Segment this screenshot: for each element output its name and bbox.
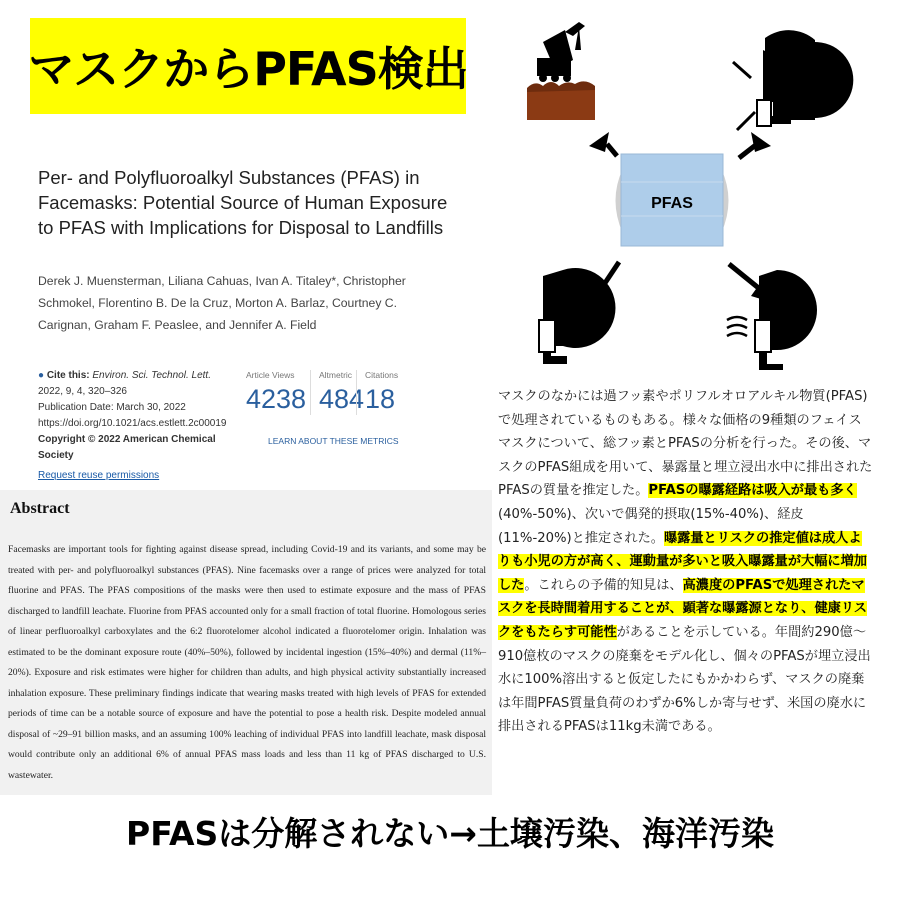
summary-text: (40%-50%)、次いで偶発的摂取(15%-40%)、経皮(11%-20%)と推定された。 bbox=[498, 506, 804, 546]
facemask-illustration bbox=[618, 154, 726, 246]
paper-header bbox=[38, 165, 458, 240]
metric-label: Altmetric bbox=[319, 370, 353, 380]
dermal-head-icon bbox=[727, 270, 817, 370]
soil-contamination-icon bbox=[527, 22, 595, 120]
cite-journal: Environ. Sci. Technol. Lett. bbox=[92, 370, 211, 381]
metric-value: 18 bbox=[365, 384, 396, 414]
publication-date: Publication Date: March 30, 2022 bbox=[38, 402, 186, 413]
metric-label: Citations bbox=[365, 370, 399, 380]
mask-pfas-label: PFAS bbox=[651, 195, 693, 212]
summary-text: 。これらの予備的知見は、 bbox=[524, 577, 683, 593]
citation-block bbox=[38, 368, 238, 484]
metric-article-views bbox=[246, 370, 306, 415]
metric-label: Article Views bbox=[246, 370, 295, 380]
cite-details: 2022, 9, 4, 320–326 bbox=[38, 386, 127, 397]
reuse-permissions-link[interactable]: Request reuse permissions bbox=[38, 470, 160, 481]
metric-value: 4238 bbox=[246, 384, 307, 414]
paper-title: Per- and Polyfluoroalkyl Substances (PFAS) in Facemasks: Potential Source of Human Exposure to PFAS with Implications for Disposal to Landfills bbox=[38, 167, 448, 238]
copyright: Copyright © 2022 American Chemical Society bbox=[38, 434, 216, 461]
learn-metrics-link[interactable]: LEARN ABOUT THESE METRICS bbox=[268, 436, 399, 446]
highlight-children: 曝露量とリスクの推定値は成人よりも小児の方が高く、運動量が多いと吸入曝露量が大幅に増加した bbox=[498, 530, 867, 593]
cite-icon: ● bbox=[38, 370, 45, 381]
metric-citations bbox=[356, 370, 398, 415]
paper-authors: Derek J. Muensterman, Liliana Cahuas, Ivan A. Titaley*, Christopher Schmokel, Florentino B. De la Cruz, Morton A. Barlaz, Courtney C. Carignan, Graham F. Peaslee, and Jennifer A. Field bbox=[38, 274, 406, 332]
doi-link[interactable]: https://doi.org/10.1021/acs.estlett.2c00019 bbox=[38, 418, 227, 429]
ingestion-head-icon bbox=[539, 268, 615, 364]
summary-text: があることを示している。年間約290億～910億枚のマスクの廃棄をモデル化し、個々のPFASが埋立浸出水に100%溶出すると仮定したにもかかわらず、マスクの廃棄は年間PFAS質量負荷のわずか6%しか寄与せず、米国の廃水に排出されるPFASは11kg未満である。 bbox=[498, 624, 871, 735]
title-banner bbox=[30, 18, 466, 114]
cite-label: Cite this: bbox=[46, 370, 90, 381]
metric-value: 484 bbox=[319, 384, 365, 414]
highlight-inhalation: PFASの曝露経路は吸入が最も多く bbox=[648, 483, 857, 499]
banner-title: マスクからPFAS検出 bbox=[28, 42, 468, 96]
abstract-heading: Abstract bbox=[10, 500, 70, 517]
abstract-text: Facemasks are important tools for fighting against disease spread, including Covid-19 and its variants, and some may be treated with per- and polyfluoroalkyl substances (PFAS). Nine facemasks over a range of prices were analyzed for total fluorine and PFAS. The PFAS compositions of the masks were then used to estimate exposure and the mass of PFAS discharged to landfill leachate. Fluorine from PFAS accounted only for a small fraction of total fluorine. Homologous series of linear perfluoroalkyl carboxylates and the 6:2 fluorotelomer alcohol indicated a fluorotelomer origin. Inhalation was estimated to be the dominant exposure route (40%–50%), followed by incidental ingestion (15%–40%) and dermal (11%–20%). Exposure and risk estimates were higher for children than adults, and high physical activity substantially increased inhalation exposure. These preliminary findings indicate that wearing masks treated with high levels of PFAS for extended periods of time can be a notable source of exposure and have the potential to pose a health risk. Despite modeled annual disposal of ~29–91 billion masks, and an assuming 100% leaching of individual PFAS into landfill leachate, mask disposal would contribute only an additional 6% of annual PFAS mass loads and less than 11 kg of PFAS discharged to U.S. wastewater. bbox=[8, 544, 486, 781]
inhalation-head-icon bbox=[733, 30, 853, 130]
highlight-health-risk: 高濃度のPFASで処理されたマスクを長時間着用することが、顕著な曝露源となり、健康リスクをもたらす可能性 bbox=[498, 577, 867, 640]
abstract-panel bbox=[0, 490, 492, 795]
bottom-caption: PFASは分解されない→土壌汚染、海洋汚染 bbox=[126, 814, 774, 853]
japanese-summary bbox=[498, 385, 874, 739]
exposure-diagram bbox=[515, 20, 900, 370]
cite-line bbox=[38, 368, 238, 400]
summary-text: マスクのなかには過フッ素やポリフルオロアルキル物質(PFAS)で処理されているものもある。様々な価格の9種類のフェイスマスクについて、総フッ素とPFASの分析を行った。その後、マスクのPFAS組成を用いて、暴露量と埋立浸出水中に排出されたPFASの質量を推定した。 bbox=[498, 389, 873, 499]
